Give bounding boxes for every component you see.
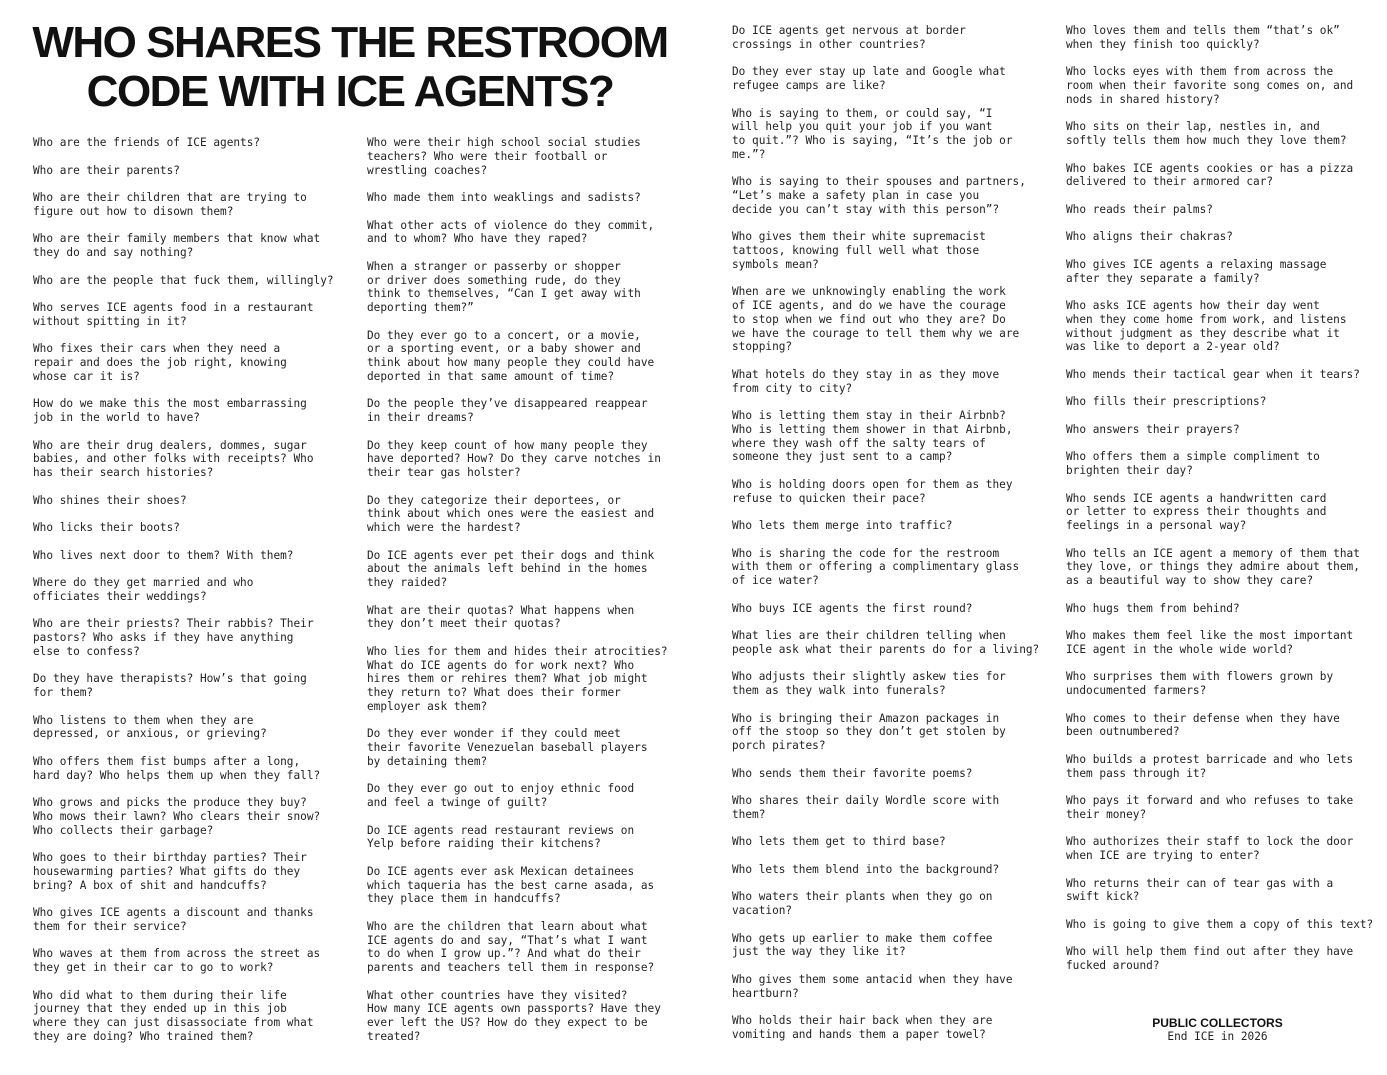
question-paragraph: Who mends their tactical gear when it tears? bbox=[1066, 367, 1360, 381]
question-paragraph: Who hugs them from behind? bbox=[1066, 601, 1240, 615]
question-paragraph: Who did what to them during their life journey that they ended up in this job where they can just disassociate from what they are doing? Who trained them? bbox=[33, 988, 314, 1043]
publisher-name: PUBLIC COLLECTORS bbox=[1152, 1016, 1283, 1030]
question-paragraph: Do they ever go out to enjoy ethnic food and feel a twinge of guilt? bbox=[367, 782, 635, 809]
question-paragraph: Do ICE agents ever ask Mexican detainees which taqueria has the best carne asada, as they place them in handcuffs? bbox=[367, 864, 655, 906]
question-paragraph: Who locks eyes with them from across the room when their favorite song comes on, and nods in shared history? bbox=[1066, 65, 1354, 106]
question-paragraph: Where do they get married and who officiates their weddings? bbox=[33, 576, 254, 603]
question-paragraph: Do they have therapists? How’s that going for them? bbox=[33, 672, 307, 699]
question-paragraph: How do we make this the most embarrassing job in the world to have? bbox=[33, 397, 307, 424]
question-paragraph: Who holds their hair back when they are vomiting and hands them a paper towel? bbox=[732, 1014, 993, 1041]
question-paragraph: Who serves ICE agents food in a restaurant without spitting in it? bbox=[33, 301, 314, 328]
question-paragraph: Who listens to them when they are depressed, or anxious, or grieving? bbox=[33, 713, 267, 741]
question-paragraph: Who lies for them and hides their atrocities? What do ICE agents do for work next? Who hires them or rehires them? What job might they return to? What does their former employer ask them? bbox=[367, 644, 668, 713]
question-paragraph: Who is letting them stay in their Airbnb? Who is letting them shower in that Airbnb, where they wash off the salty tears of someone they just sent to a camp? bbox=[732, 409, 1013, 464]
title-line-1: WHO SHARES THE RESTROOM bbox=[32, 18, 668, 67]
footer-credit bbox=[1130, 1016, 1305, 1044]
question-paragraph: Who fills their prescriptions? bbox=[1066, 395, 1267, 409]
question-paragraph: Who sends ICE agents a handwritten card or letter to express their thoughts and feelings in a personal way? bbox=[1066, 491, 1327, 532]
question-paragraph: Who are the children that learn about what ICE agents do and say, “That’s what I want to do when I grow up.”? And what do their parents and teachers tell them in response? bbox=[367, 919, 655, 974]
question-paragraph: Who bakes ICE agents cookies or has a pizza delivered to their armored car? bbox=[1066, 161, 1354, 189]
question-paragraph: Who is bringing their Amazon packages in off the stoop so they don’t get stolen by porch pirates? bbox=[732, 711, 1006, 752]
question-paragraph: Who is saying to their spouses and partners, “Let’s make a safety plan in case you decide you can’t stay with this person”? bbox=[732, 175, 1026, 216]
question-paragraph: Who lets them get to third base? bbox=[732, 835, 946, 849]
question-paragraph: Do they keep count of how many people they have deported? How? Do they carve notches in their tear gas holster? bbox=[367, 438, 661, 479]
question-paragraph: Who waves at them from across the street as they get in their car to go to work? bbox=[33, 947, 321, 974]
question-paragraph: Who shines their shoes? bbox=[33, 493, 187, 507]
question-paragraph: Do ICE agents read restaurant reviews on Yelp before raiding their kitchens? bbox=[367, 823, 635, 851]
question-paragraph: Do they ever go to a concert, or a movie, or a sporting event, or a baby shower and think about how many people they could have deported in that same amount of time? bbox=[367, 328, 655, 383]
question-paragraph: Who sits on their lap, nestles in, and softly tells them how much they love them? bbox=[1066, 120, 1347, 147]
question-paragraph: What lies are their children telling when people ask what their parents do for a living? bbox=[732, 629, 1040, 656]
question-paragraph: Who gets up earlier to make them coffee just the way they like it? bbox=[732, 931, 993, 959]
question-paragraph: What other acts of violence do they commit, and to whom? Who have they raped? bbox=[367, 218, 655, 246]
question-paragraph: Do the people they’ve disappeared reappear in their dreams? bbox=[367, 397, 648, 424]
question-paragraph: Who tells an ICE agent a memory of them that they love, or things they admire about them, as a beautiful way to show they care? bbox=[1066, 546, 1360, 587]
question-paragraph: Who is holding doors open for them as they refuse to quicken their pace? bbox=[732, 477, 1013, 505]
question-paragraph: Who were their high school social studies teachers? Who were their football or wrestling coaches? bbox=[367, 136, 641, 177]
question-paragraph: Who returns their can of tear gas with a swift kick? bbox=[1066, 876, 1334, 904]
question-paragraph: Who lives next door to them? With them? bbox=[33, 548, 294, 562]
question-column-2 bbox=[367, 136, 682, 1057]
footer-tagline: End ICE in 2026 bbox=[1167, 1030, 1268, 1043]
question-column-4 bbox=[1066, 24, 1381, 987]
question-paragraph: Who offers them fist bumps after a long, hard day? Who helps them up when they fall? bbox=[33, 754, 321, 782]
question-paragraph: Who grows and picks the produce they buy? Who mows their lawn? Who clears their snow? Who collects their garbage? bbox=[33, 796, 321, 837]
question-column-3 bbox=[732, 24, 1047, 1055]
question-paragraph: Do ICE agents ever pet their dogs and think about the animals left behind in the homes they raided? bbox=[367, 548, 655, 589]
question-paragraph: Who adjusts their slightly askew ties for them as they walk into funerals? bbox=[732, 670, 1006, 697]
question-paragraph: Who are their family members that know what they do and say nothing? bbox=[33, 232, 321, 259]
question-paragraph: When a stranger or passerby or shopper or driver does something rude, do they think to themselves, “Can I get away with deporting them?” bbox=[367, 259, 641, 314]
question-column-1 bbox=[33, 136, 348, 1057]
question-paragraph: Who fixes their cars when they need a repair and does the job right, knowing whose car it is? bbox=[33, 342, 287, 383]
question-paragraph: Who are their children that are trying to figure out how to disown them? bbox=[33, 191, 307, 218]
question-paragraph: Who is sharing the code for the restroom with them or offering a complimentary glass of ice water? bbox=[732, 546, 1020, 587]
question-paragraph: Who waters their plants when they go on vacation? bbox=[732, 890, 993, 917]
question-paragraph: Who sends them their favorite poems? bbox=[732, 766, 973, 780]
question-paragraph: What other countries have they visited? How many ICE agents own passports? Have they ever left the US? How do they expect to be treated? bbox=[367, 988, 661, 1043]
question-paragraph: Who loves them and tells them “that’s ok” when they finish too quickly? bbox=[1066, 24, 1340, 51]
question-paragraph: Do they categorize their deportees, or think about which ones were the easiest and which were the hardest? bbox=[367, 493, 655, 534]
question-paragraph: Who lets them merge into traffic? bbox=[732, 519, 953, 532]
title-line-2: CODE WITH ICE AGENTS? bbox=[86, 67, 614, 116]
question-paragraph: Who is going to give them a copy of this text? bbox=[1066, 917, 1374, 931]
question-paragraph: Who answers their prayers? bbox=[1066, 422, 1240, 436]
question-paragraph: Who comes to their defense when they have been outnumbered? bbox=[1066, 711, 1340, 739]
question-paragraph: When are we unknowingly enabling the work of ICE agents, and do we have the courage to stop when we find out who they are? Do we have the courage to tell them why we are stopping? bbox=[732, 285, 1020, 354]
question-paragraph: Who are their parents? bbox=[33, 163, 180, 177]
question-paragraph: Who lets them blend into the background? bbox=[732, 862, 1000, 876]
question-paragraph: Who offers them a simple compliment to brighten their day? bbox=[1066, 450, 1320, 477]
question-paragraph: Who licks their boots? bbox=[33, 521, 180, 534]
question-paragraph: Who are the friends of ICE agents? bbox=[33, 136, 261, 149]
question-paragraph: Who are the people that fuck them, willingly? bbox=[33, 273, 334, 287]
question-paragraph: Who authorizes their staff to lock the door when ICE are trying to enter? bbox=[1066, 835, 1354, 862]
question-paragraph: Do they ever wonder if they could meet their favorite Venezuelan baseball players by detaining them? bbox=[367, 727, 648, 768]
question-paragraph: Who is saying to them, or could say, “I will help you quit your job if you want to quit.”? Who is saying, “It’s the job or me.”? bbox=[732, 106, 1013, 161]
question-paragraph: Who made them into weaklings and sadists? bbox=[367, 191, 641, 204]
question-paragraph: Who pays it forward and who refuses to take their money? bbox=[1066, 794, 1354, 821]
question-paragraph: Who are their priests? Their rabbis? Their pastors? Who asks if they have anything else to confess? bbox=[33, 617, 314, 658]
question-paragraph: What are their quotas? What happens when they don’t meet their quotas? bbox=[367, 603, 635, 631]
question-paragraph: Who buys ICE agents the first round? bbox=[732, 601, 973, 615]
question-paragraph: Who gives them some antacid when they have heartburn? bbox=[732, 972, 1013, 1000]
question-paragraph: Who goes to their birthday parties? Their housewarming parties? What gifts do they bring? A box of shit and handcuffs? bbox=[33, 851, 307, 892]
question-paragraph: Who gives ICE agents a relaxing massage after they separate a family? bbox=[1066, 257, 1327, 285]
question-paragraph: What hotels do they stay in as they move from city to city? bbox=[732, 367, 1000, 395]
question-paragraph: Who gives them their white supremacist tattoos, knowing full well what those symbols mean? bbox=[732, 230, 986, 271]
question-paragraph: Who shares their daily Wordle score with them? bbox=[732, 794, 1000, 821]
question-paragraph: Who reads their palms? bbox=[1066, 202, 1213, 216]
page-title bbox=[30, 18, 670, 116]
question-paragraph: Who aligns their chakras? bbox=[1066, 230, 1233, 244]
question-paragraph: Who surprises them with flowers grown by undocumented farmers? bbox=[1066, 670, 1334, 697]
question-paragraph: Who makes them feel like the most important ICE agent in the whole wide world? bbox=[1066, 629, 1354, 656]
question-paragraph: Who will help them find out after they have fucked around? bbox=[1066, 945, 1354, 972]
question-paragraph: Who asks ICE agents how their day went when they come home from work, and listens without judgment as they describe what it was like to deport a 2-year old? bbox=[1066, 299, 1347, 354]
question-paragraph: Who gives ICE agents a discount and thanks them for their service? bbox=[33, 906, 314, 933]
question-paragraph: Do ICE agents get nervous at border crossings in other countries? bbox=[732, 24, 966, 51]
question-paragraph: Who builds a protest barricade and who lets them pass through it? bbox=[1066, 752, 1354, 780]
question-paragraph: Do they ever stay up late and Google what refugee camps are like? bbox=[732, 65, 1006, 92]
question-paragraph: Who are their drug dealers, dommes, sugar babies, and other folks with receipts? Who has their search histories? bbox=[33, 438, 314, 479]
